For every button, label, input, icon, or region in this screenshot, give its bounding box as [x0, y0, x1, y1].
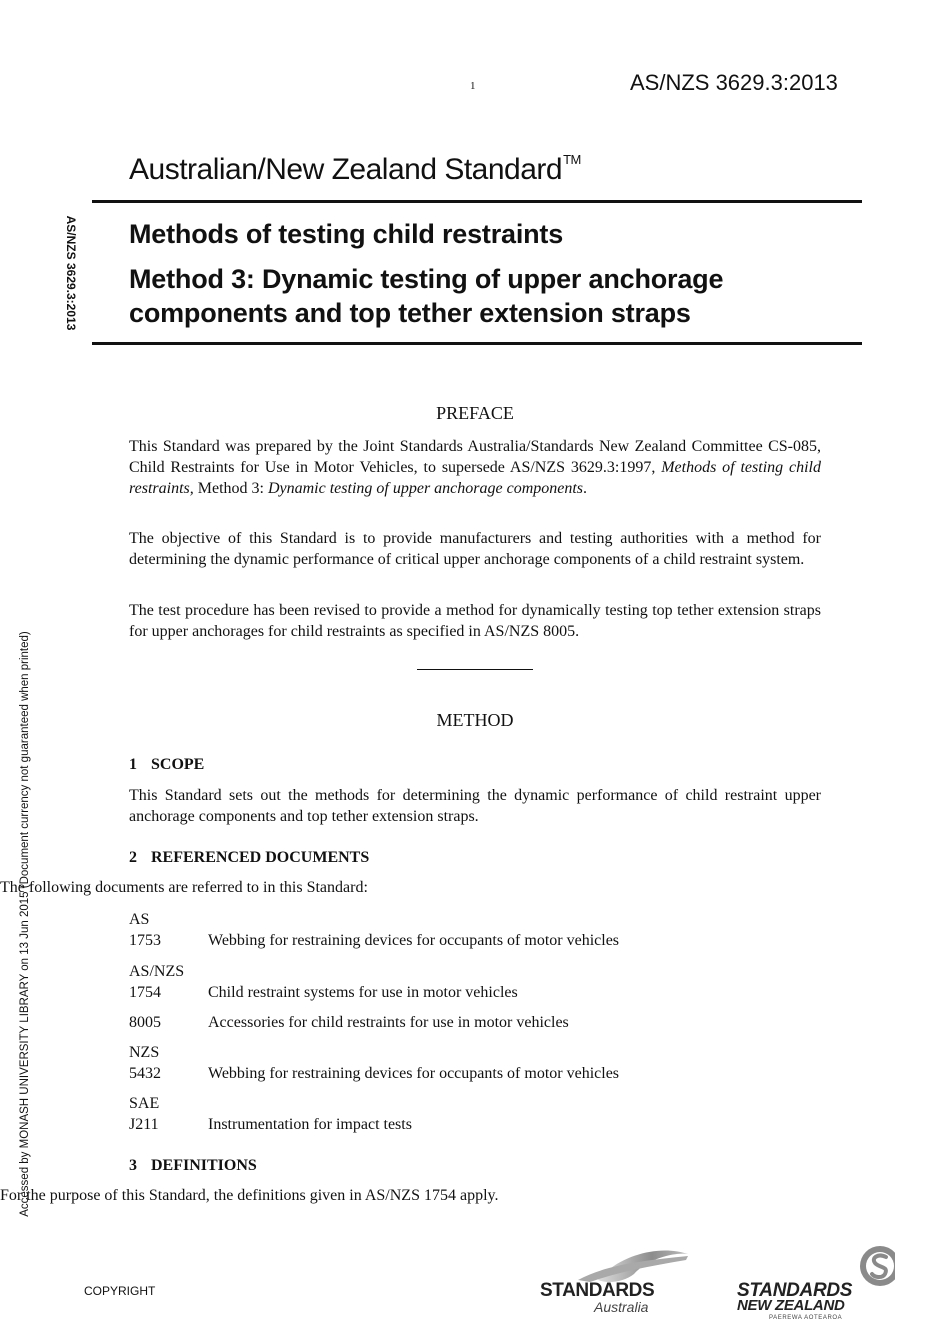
reference-item — [129, 930, 619, 951]
section-2-intro: The following documents are referred to in this Standard: — [0, 879, 368, 896]
section-2-heading — [129, 849, 369, 867]
preface-paragraph-2: The objective of this Standard is to provide manufacturers and testing authorities with a method for determining the dynamic performance of critical upper anchorage components of a child restraint system. — [129, 530, 821, 568]
reference-number: J211 — [129, 1116, 159, 1133]
title-rule-bottom — [92, 342, 862, 345]
reference-org: AS/NZS — [129, 963, 185, 980]
preface-paragraph-1 — [129, 436, 821, 499]
section-3-heading — [129, 1157, 257, 1175]
spine-code: AS/NZS 3629.3:2013 — [64, 215, 78, 331]
section-divider — [417, 669, 533, 670]
reference-title: Webbing for restraining devices for occupants of motor vehicles — [208, 932, 620, 949]
reference-number: 8005 — [129, 1014, 161, 1031]
brand-text: Australian/New Zealand Standard — [129, 153, 563, 186]
standards-australia-logo — [538, 1244, 708, 1320]
document-title: Methods of testing child restraints — [129, 219, 564, 249]
access-note-container — [10, 596, 40, 1252]
logo-sa-sub: Australia — [594, 1299, 649, 1315]
reference-number: 1754 — [129, 984, 161, 1001]
reference-title: Webbing for restraining devices for occupants of motor vehicles — [208, 1065, 620, 1082]
reference-item — [129, 982, 569, 1003]
swoosh-icon — [538, 1244, 708, 1284]
spine-code-container — [50, 198, 92, 348]
logo-nz-word: STANDARDS — [737, 1280, 853, 1301]
section-1-heading — [129, 756, 204, 774]
preface-p1-method: Method 3: — [193, 480, 268, 497]
reference-item — [129, 1114, 412, 1135]
reference-org: SAE — [129, 1095, 160, 1112]
reference-item — [129, 1063, 619, 1084]
reference-group-nzs — [129, 1042, 619, 1084]
standard-code: AS/NZS 3629.3:2013 — [630, 70, 838, 95]
reference-group-sae — [129, 1093, 412, 1135]
reference-item — [129, 1012, 569, 1033]
reference-title: Instrumentation for impact tests — [208, 1116, 412, 1133]
standards-new-zealand-logo — [735, 1244, 895, 1324]
preface-p1-text: This Standard was prepared by the Joint Standards Australia/Standards New Zealand Committee CS-085, Child Restraints for Use in Motor Vehicles, to supersede AS/NZS 3629.3:1997, — [129, 438, 821, 476]
reference-org: AS — [129, 911, 150, 928]
reference-org: NZS — [129, 1044, 160, 1061]
preface-p1-italic-method: Dynamic testing of upper anchorage components — [267, 480, 584, 497]
logo-sa-word: STANDARDS — [540, 1280, 655, 1301]
standard-brand — [129, 152, 581, 187]
section-1-number: 1 — [129, 756, 137, 773]
reference-group-asnzs — [129, 961, 569, 1033]
preface-paragraph-3: The test procedure has been revised to provide a method for dynamically testing top tether extension straps for upper anchorages for child restraints as specified in AS/NZS 8005. — [129, 602, 821, 640]
section-2-title: REFERENCED DOCUMENTS — [151, 849, 370, 866]
preface-p1-end: . — [583, 480, 588, 497]
section-3-number: 3 — [129, 1157, 137, 1174]
document-subtitle: Method 3: Dynamic testing of upper anchorage components and top tether extension straps — [129, 264, 724, 328]
preface-p1-italic-title: Methods of testing child restraints, — [129, 459, 822, 497]
logo-nz-country: NEW ZEALAND — [737, 1297, 845, 1314]
section-3-text: For the purpose of this Standard, the definitions given in AS/NZS 1754 apply. — [0, 1187, 499, 1204]
logo-nz-maori: PAEREWA AOTEAROA — [769, 1315, 843, 1321]
access-note: Accessed by MONASH UNIVERSITY LIBRARY on 13 Jun 2015 (Document currency not guaranteed when printed) — [19, 631, 31, 1217]
method-heading: METHOD — [436, 710, 514, 730]
reference-number: 1753 — [129, 932, 161, 949]
section-1-title: SCOPE — [151, 756, 205, 773]
trademark: TM — [563, 152, 581, 167]
page-number: 1 — [470, 80, 476, 92]
reference-title: Accessories for child restraints for use in motor vehicles — [208, 1014, 569, 1031]
section-1-text: This Standard sets out the methods for determining the dynamic performance of child restraint upper anchorage components and top tether extension straps. — [129, 787, 821, 825]
reference-group-as — [129, 909, 619, 951]
preface-heading: PREFACE — [436, 403, 514, 423]
section-3-title: DEFINITIONS — [151, 1157, 257, 1174]
title-rule-top — [92, 200, 862, 203]
copyright-notice: COPYRIGHT — [84, 1284, 156, 1298]
reference-number: 5432 — [129, 1065, 161, 1082]
section-2-number: 2 — [129, 849, 137, 866]
reference-title: Child restraint systems for use in motor vehicles — [208, 984, 518, 1001]
